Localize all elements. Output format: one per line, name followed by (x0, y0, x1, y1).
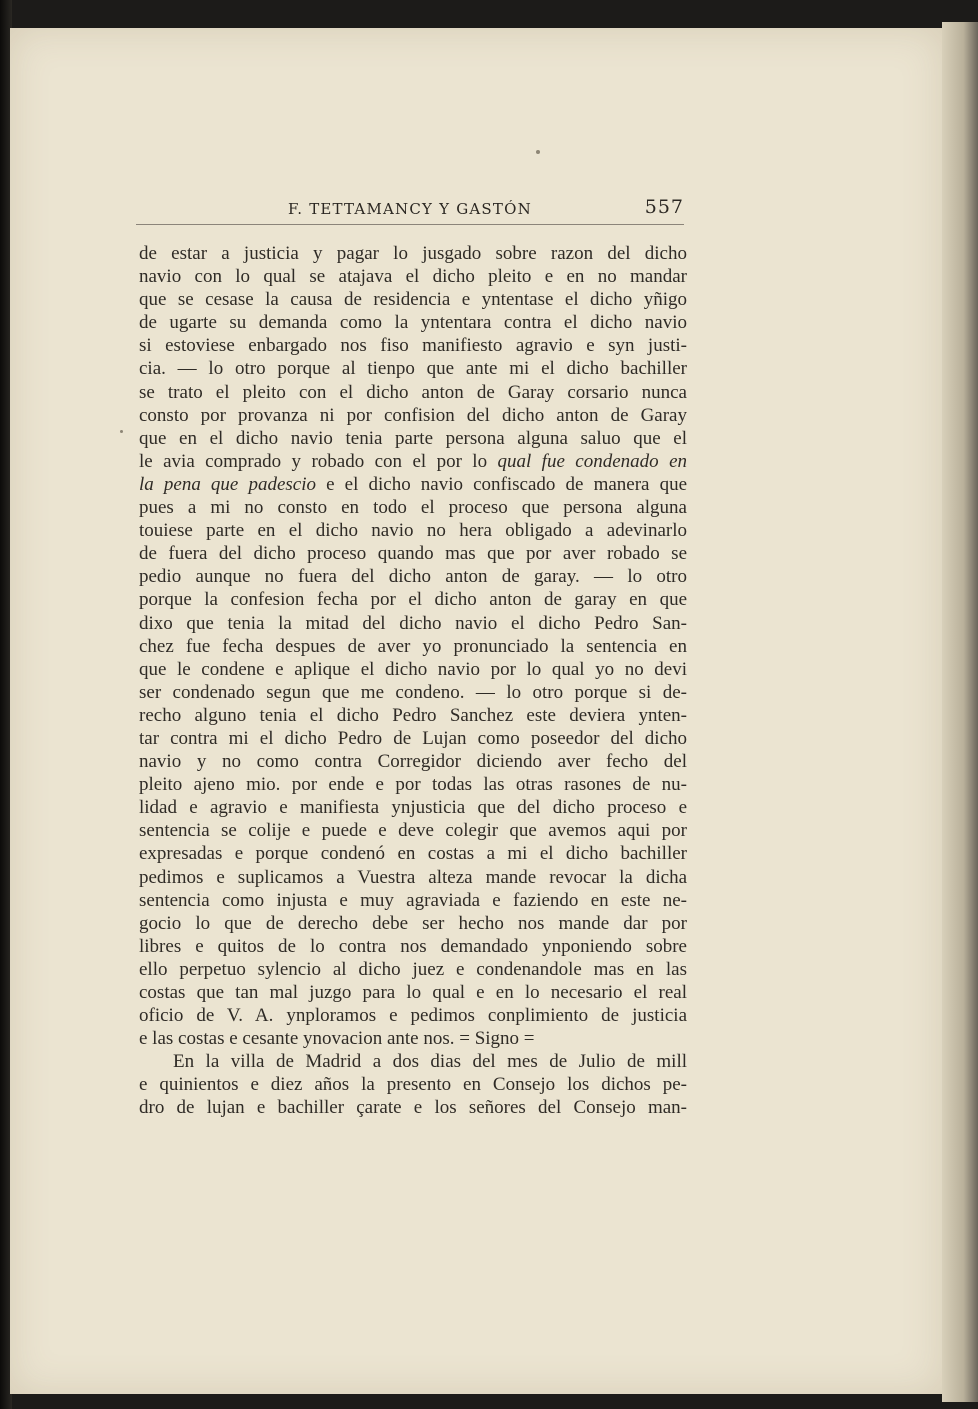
text-line: dro de lujan e bachiller çarate e los señores del Consejo man- (139, 1097, 687, 1119)
page-number: 557 (644, 196, 684, 218)
body-text (139, 242, 687, 1120)
text-line: sentencia como injusta e muy agraviada e faziendo en este ne- (139, 889, 687, 911)
text-line: pedimos e suplicamos a Vuestra alteza mande revocar la dicha (139, 866, 687, 888)
text-line: tar contra mi el dicho Pedro de Lujan como poseedor del dicho (139, 727, 687, 749)
text-line: e quinientos e diez años la presento en Consejo los dichos pe- (139, 1074, 687, 1096)
text-line: costas que tan mal juzgo para lo qual e en lo necesario el real (139, 982, 687, 1003)
text-line: recho alguno tenia el dicho Pedro Sanchez este deviera ynten- (139, 704, 687, 726)
text-line: que se cesase la causa de residencia e yntentase el dicho yñigo (139, 289, 687, 311)
text-line: de ugarte su demanda como la yntentara contra el dicho navio (139, 312, 687, 334)
text-line: pues a mi no consto en todo el proceso que persona alguna (139, 497, 687, 519)
paper-fleck (120, 430, 123, 433)
text-line: touiese parte en el dicho navio no hera obligado a adevinarlo (139, 520, 687, 542)
header-rule (136, 224, 684, 225)
text-line: lidad e agravio e manifiesta ynjusticia que del dicho proceso e (139, 797, 687, 819)
text-line: que en el dicho navio tenia parte persona alguna saluo que el (139, 427, 687, 449)
text-line: pedio aunque no fuera del dicho anton de garay. — lo otro (139, 566, 687, 588)
text-segment: le avia comprado y robado con el por lo (139, 450, 498, 472)
text-segment: e el dicho navio confiscado de manera que (316, 473, 688, 495)
text-line: cia. — lo otro porque al tienpo que ante mi el dicho bachiller (139, 358, 687, 380)
text-line: e las costas e cesante ynovacion ante nos. = Signo = (139, 1028, 535, 1050)
page-header (280, 196, 684, 222)
text-line: libres e quitos de lo contra nos demandado ynponiendo sobre (139, 935, 687, 957)
text-line: oficio de V. A. ynploramos e pedimos conplimiento de justicia (139, 1005, 687, 1027)
text-line: gocio lo que de derecho debe ser hecho nos mande dar por (139, 912, 687, 934)
text-line: pleito ajeno mio. por ende e por todas las otras rasones de nu- (139, 774, 687, 796)
text-line (139, 473, 687, 496)
italic-phrase: qual fue condenado en (497, 450, 688, 472)
text-line: chez fue fecha despues de aver yo pronunciado la sentencia en (139, 635, 687, 657)
page-edge-shadow (942, 22, 978, 1402)
text-line: En la villa de Madrid a dos dias del mes de Julio de mill (173, 1051, 687, 1073)
text-line: si estoviese enbargado nos fiso manifiesto agravio e syn justi- (139, 335, 687, 357)
text-line: navio con lo qual se atajava el dicho pleito e en no mandar (139, 266, 687, 288)
text-line: sentencia se colije e puede e deve colegir que avemos aqui por (139, 820, 687, 842)
running-head: F. TETTAMANCY Y GASTÓN (288, 200, 532, 218)
text-line: de estar a justicia y pagar lo jusgado sobre razon del dicho (139, 243, 687, 264)
text-line: ser condenado segun que me condeno. — lo otro porque si de- (139, 681, 687, 703)
text-line: de fuera del dicho proceso quando mas que por aver robado se (139, 543, 687, 565)
paper-fleck (536, 150, 540, 154)
text-line: consto por provanza ni por confision del dicho anton de Garay (139, 404, 687, 426)
text-line: que le condene e aplique el dicho navio por lo qual yo no devi (139, 658, 687, 680)
text-line: navio y no como contra Corregidor diciendo aver fecho del (139, 751, 687, 773)
italic-phrase: la pena que padescio (139, 473, 317, 495)
text-line: ello perpetuo sylencio al dicho juez e condenandole mas en las (139, 958, 687, 980)
text-line: expresadas e porque condenó en costas a mi el dicho bachiller (139, 843, 687, 865)
text-line: porque la confesion fecha por el dicho anton de garay en que (139, 589, 687, 611)
text-line: se trato el pleito con el dicho anton de Garay corsario nunca (139, 381, 687, 403)
text-line: dixo que tenia la mitad del dicho navio el dicho Pedro San- (139, 612, 687, 634)
text-line (139, 450, 687, 473)
